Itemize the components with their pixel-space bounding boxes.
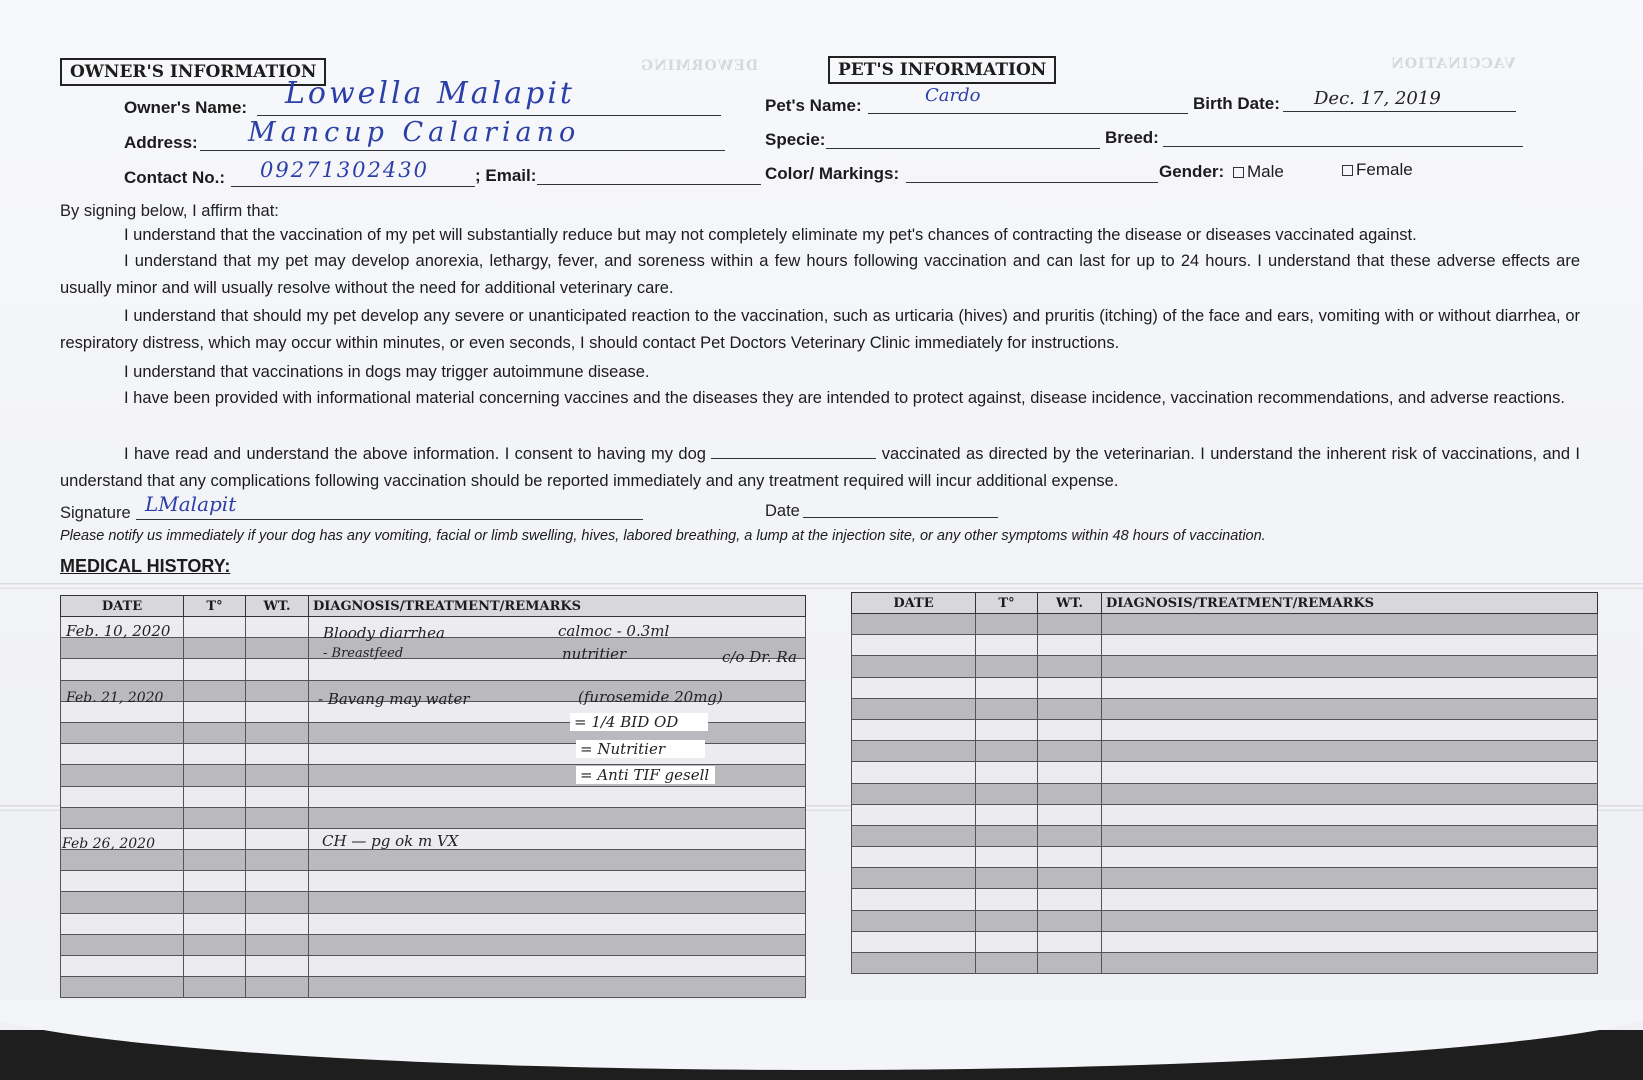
table-cell[interactable] [1038,847,1102,868]
table-cell[interactable] [246,977,309,998]
table-cell[interactable] [309,934,806,955]
table-cell[interactable] [246,934,309,955]
table-cell[interactable] [976,783,1038,804]
table-row [852,783,1598,804]
table-cell[interactable] [309,765,806,786]
table-cell[interactable] [852,656,976,677]
address-line [200,150,725,151]
table-cell[interactable] [852,614,976,635]
table-cell[interactable] [61,659,184,680]
consent-paragraph-6 [60,441,1580,494]
signature-line [136,519,643,520]
table-row [61,913,806,934]
table-cell[interactable] [246,850,309,871]
consent-paragraph-2: I understand that my pet may develop anorexia, lethargy, fever, and soreness within a few hours following vaccination and can last for up to 24 hours. I understand that these adverse effects are usually minor and will usually resolve without the need for additional veterinary care. [60,252,1580,297]
table-cell[interactable] [852,931,976,952]
ghost-vaccination: VACCINATION [1390,56,1516,72]
table-cell[interactable] [1102,868,1598,889]
consent-p6-start: I have read and understand the above information. I consent to having my dog [124,445,706,463]
table-cell[interactable] [309,744,806,765]
consent-paragraph-5: I have been provided with informational material concerning vaccines and the diseases they are intended to protect against, disease incidence, vaccination recommendations, and adverse reactions. [124,389,1565,407]
table-cell[interactable] [184,913,246,934]
table-row [852,635,1598,656]
table-cell[interactable] [1102,635,1598,656]
table-cell[interactable] [1102,762,1598,783]
entry-2-extra-2[interactable]: = 1/4 BID OD [570,713,708,731]
table-cell[interactable] [852,825,976,846]
table-cell[interactable] [1102,698,1598,719]
female-label: Female [1356,160,1413,179]
gender-female-option[interactable] [1342,160,1413,180]
table-cell[interactable] [184,871,246,892]
entry-3-line-1[interactable]: CH — pg ok m VX [322,832,459,850]
date-label: Date [765,502,800,520]
table-cell[interactable] [184,722,246,743]
table-row [852,677,1598,698]
table-row [61,892,806,913]
table-cell[interactable] [184,892,246,913]
entry-2-date[interactable]: Feb. 21, 2020 [66,690,164,706]
table-cell[interactable] [184,638,246,659]
table-cell[interactable] [976,614,1038,635]
dog-name-blank[interactable] [711,458,876,459]
address-value[interactable]: Mancup Calariano [248,117,581,148]
contact-label: Contact No.: [124,168,226,187]
table-row [61,786,806,807]
table-cell[interactable] [184,977,246,998]
table-row [852,698,1598,719]
table-row [852,614,1598,635]
medical-history-table-left [60,595,806,998]
email-line[interactable] [537,184,761,185]
table-row [61,659,806,680]
table-cell[interactable] [976,847,1038,868]
table-cell[interactable] [976,719,1038,740]
table-cell[interactable] [184,934,246,955]
table-cell[interactable] [184,680,246,701]
contact-value[interactable]: 09271302430 [260,158,429,182]
table-cell[interactable] [1102,953,1598,974]
table-row [61,807,806,828]
entry-1-extra-1[interactable]: calmoc - 0.3ml [558,622,670,640]
table-cell[interactable] [1102,677,1598,698]
owner-name-line [257,115,721,116]
breed-line[interactable] [1163,146,1523,147]
table-cell[interactable] [976,953,1038,974]
medical-history-table-right [851,592,1598,974]
table-cell[interactable] [246,701,309,722]
table-cell[interactable] [61,850,184,871]
table-cell[interactable] [309,977,806,998]
entry-2-line-1[interactable]: - Bavang may water [318,690,470,708]
table-cell[interactable] [1038,719,1102,740]
table-cell[interactable] [246,744,309,765]
gender-male-option[interactable] [1233,162,1284,182]
table-cell[interactable] [246,617,309,638]
color-label: Color/ Markings: [765,164,900,183]
consent-paragraph-3: I understand that should my pet develop any severe or unanticipated reaction to the vaccination, such as urticaria (hives) and pruritis (itching) of the face and ears, vomiting with or without diarrhea, or respiratory distress, which may occur within minutes, or even seconds, I should contact Pet Doctors Veterinary Clinic immediately for instructions. [60,307,1580,352]
table-cell[interactable] [976,635,1038,656]
table-cell[interactable] [246,807,309,828]
specie-label: Specie: [765,130,826,149]
table-cell[interactable] [309,956,806,977]
table-cell[interactable] [184,744,246,765]
col-date: DATE [61,596,184,617]
address-label: Address: [124,133,198,152]
table-cell[interactable] [976,931,1038,952]
table-row [852,719,1598,740]
table-row [852,804,1598,825]
table-cell[interactable] [246,659,309,680]
table-cell[interactable] [309,892,806,913]
table-cell[interactable] [246,871,309,892]
table-cell[interactable] [852,635,976,656]
table-cell[interactable] [976,741,1038,762]
entry-2-extra-3[interactable]: = Nutritier [576,740,705,758]
table-cell[interactable] [976,889,1038,910]
col-diagnosis: DIAGNOSIS/TREATMENT/REMARKS [1102,593,1598,614]
table-cell[interactable] [246,765,309,786]
table-cell[interactable] [309,913,806,934]
owner-name-value[interactable]: Lowella Malapit [285,76,575,111]
table-cell[interactable] [184,765,246,786]
table-cell[interactable] [852,953,976,974]
table-cell[interactable] [184,786,246,807]
table-row [852,953,1598,974]
table-cell[interactable] [1102,931,1598,952]
table-row [852,825,1598,846]
table-row [61,934,806,955]
fold-crease-top [0,583,1643,589]
table-cell[interactable] [852,762,976,783]
table-row [852,656,1598,677]
table-cell[interactable] [1038,656,1102,677]
table-cell[interactable] [184,828,246,849]
birth-date-value[interactable]: Dec. 17, 2019 [1314,88,1441,109]
table-cell[interactable] [1038,804,1102,825]
medical-history-title: MEDICAL HISTORY: [60,556,231,576]
birth-date-line [1283,111,1516,112]
table-row [61,850,806,871]
table-cell[interactable] [976,910,1038,931]
gender-label: Gender: [1159,162,1225,181]
owner-name-label: Owner's Name: [124,98,248,117]
col-diagnosis: DIAGNOSIS/TREATMENT/REMARKS [309,596,806,617]
table-cell[interactable] [1038,889,1102,910]
entry-1-line-1[interactable]: Bloody diarrhea [323,624,445,642]
table-cell[interactable] [976,698,1038,719]
table-cell[interactable] [1102,741,1598,762]
table-cell[interactable] [852,804,976,825]
table-cell[interactable] [1102,910,1598,931]
table-cell[interactable] [976,804,1038,825]
table-cell[interactable] [246,892,309,913]
table-cell[interactable] [1038,953,1102,974]
table-cell[interactable] [184,617,246,638]
table-cell[interactable] [1102,804,1598,825]
col-date: DATE [852,593,976,614]
col-weight: WT. [1038,593,1102,614]
entry-1-line-2[interactable]: - Breastfeed [323,646,404,661]
table-row [852,847,1598,868]
table-cell[interactable] [976,825,1038,846]
female-checkbox[interactable] [1342,165,1353,176]
table-cell[interactable] [61,913,184,934]
table-cell[interactable] [61,638,184,659]
table-cell[interactable] [1102,783,1598,804]
table-cell[interactable] [184,850,246,871]
table-row [852,762,1598,783]
consent-paragraph-1: I understand that the vaccination of my pet will substantially reduce but may not completely eliminate my pet's chances of contracting the disease or diseases vaccinated against. [124,226,1417,244]
table-cell[interactable] [184,956,246,977]
table-cell[interactable] [61,807,184,828]
specie-line[interactable] [826,148,1100,149]
table-cell[interactable] [1102,656,1598,677]
table-cell[interactable] [852,741,976,762]
pet-name-label: Pet's Name: [765,96,862,115]
consent-p6-end: vaccinated as directed by the veterinarian. I understand the inherent risk of vaccinations, and I understand that any complications following vaccination should be reported immediately and any treatment required will incur additional expense. [60,445,1580,490]
table-cell[interactable] [1038,762,1102,783]
table-cell[interactable] [1038,677,1102,698]
entry-1-date[interactable]: Feb. 10, 2020 [66,622,171,640]
email-label: ; Email: [475,166,537,185]
table-cell[interactable] [61,744,184,765]
table-cell[interactable] [61,786,184,807]
table-cell[interactable] [976,868,1038,889]
table-cell[interactable] [1102,614,1598,635]
table-row [61,956,806,977]
table-cell[interactable] [61,722,184,743]
table-cell[interactable] [1102,719,1598,740]
table-row [852,889,1598,910]
entry-2-extra-4[interactable]: = Anti TIF gesell [576,766,715,784]
col-weight: WT. [246,596,309,617]
table-cell[interactable] [1102,889,1598,910]
table-cell[interactable] [976,656,1038,677]
table-cell[interactable] [1038,910,1102,931]
table-row [61,977,806,998]
table-cell[interactable] [976,677,1038,698]
entry-1-note[interactable]: c/o Dr. Ra [722,648,797,666]
table-cell[interactable] [309,722,806,743]
table-cell[interactable] [852,910,976,931]
table-cell[interactable] [852,868,976,889]
table-cell[interactable] [61,892,184,913]
table-cell[interactable] [852,698,976,719]
notice-text: Please notify us immediately if your dog has any vomiting, facial or limb swelling, hives, labored breathing, a lump at the injection site, or any other symptoms within 48 hours of vaccination. [60,528,1266,544]
table-cell[interactable] [1038,825,1102,846]
male-label: Male [1247,162,1284,181]
table-cell[interactable] [852,677,976,698]
birth-date-label: Birth Date: [1193,94,1280,113]
table-cell[interactable] [1038,741,1102,762]
table-row [61,871,806,892]
table-cell[interactable] [852,783,976,804]
table-cell[interactable] [184,807,246,828]
table-cell[interactable] [184,659,246,680]
table-cell[interactable] [309,871,806,892]
pet-name-value[interactable]: Cardo [925,85,981,106]
table-row [852,910,1598,931]
entry-3-date[interactable]: Feb 26, 2020 [62,836,155,852]
signature-label: Signature [60,504,131,522]
table-cell[interactable] [61,977,184,998]
table-cell[interactable] [184,701,246,722]
male-checkbox[interactable] [1233,167,1244,178]
color-line[interactable] [906,182,1158,183]
signature-value[interactable]: LMalapit [145,492,237,516]
table-cell[interactable] [61,765,184,786]
table-cell[interactable] [246,956,309,977]
col-temp: T° [976,593,1038,614]
table-cell[interactable] [309,850,806,871]
contact-line [231,186,475,187]
table-cell[interactable] [1038,931,1102,952]
table-cell[interactable] [246,638,309,659]
table-cell[interactable] [1038,783,1102,804]
table-cell[interactable] [1038,698,1102,719]
date-line[interactable] [803,517,998,518]
pet-name-line [868,113,1188,114]
table-cell[interactable] [246,680,309,701]
pet-section-heading: PET'S INFORMATION [828,56,1056,84]
table-cell[interactable] [61,956,184,977]
owner-section-heading: OWNER'S INFORMATION [60,58,326,86]
breed-label: Breed: [1105,128,1159,147]
table-cell[interactable] [246,786,309,807]
ghost-deworming: DEWORMING [640,58,759,74]
table-cell[interactable] [1038,614,1102,635]
table-cell[interactable] [246,828,309,849]
table-cell[interactable] [852,719,976,740]
table-cell[interactable] [246,722,309,743]
col-temp: T° [184,596,246,617]
table-cell[interactable] [852,889,976,910]
entry-2-extra-1[interactable]: (furosemide 20mg) [578,688,723,706]
table-row [852,931,1598,952]
table-cell[interactable] [309,786,806,807]
table-row [852,741,1598,762]
table-cell[interactable] [1102,825,1598,846]
table-cell[interactable] [61,934,184,955]
entry-1-extra-2[interactable]: nutritier [562,645,627,663]
table-row [852,868,1598,889]
table-cell[interactable] [976,762,1038,783]
table-cell[interactable] [309,807,806,828]
consent-paragraph-4: I understand that vaccinations in dogs may trigger autoimmune disease. [124,363,650,381]
table-cell[interactable] [1102,847,1598,868]
table-cell[interactable] [246,913,309,934]
consent-intro: By signing below, I affirm that: [60,202,279,220]
table-cell[interactable] [1038,635,1102,656]
table-cell[interactable] [852,847,976,868]
table-cell[interactable] [61,871,184,892]
table-cell[interactable] [1038,868,1102,889]
